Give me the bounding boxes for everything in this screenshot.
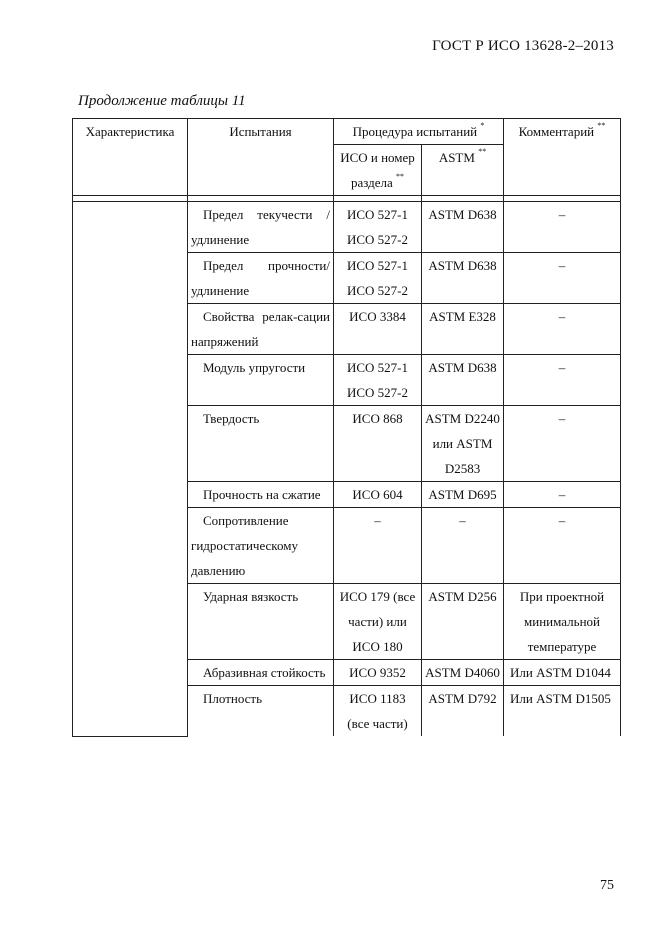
astm-cell: ASTM E328 xyxy=(422,304,504,355)
footnote-mark: ** xyxy=(597,120,606,130)
test-cell: Сопротивление гидростатическому давлению xyxy=(188,508,334,584)
iso-cell: ИСО 9352 xyxy=(334,660,422,686)
header-astm: ASTM ** xyxy=(422,145,504,196)
characteristic-cell xyxy=(73,202,188,737)
iso-cell: ИСО 868 xyxy=(334,406,422,482)
test-cell: Плотность xyxy=(188,686,334,737)
page-number: 75 xyxy=(600,878,614,893)
astm-cell: – xyxy=(422,508,504,584)
test-cell: Модуль упругости xyxy=(188,355,334,406)
iso-cell: – xyxy=(334,508,422,584)
test-cell: Прочность на сжатие xyxy=(188,482,334,508)
header-comment: Комментарий ** xyxy=(504,119,621,196)
spec-table xyxy=(72,118,621,737)
test-cell: Предел текучести / удлинение xyxy=(188,202,334,253)
test-cell: Предел прочности/ удлинение xyxy=(188,253,334,304)
test-cell: Ударная вязкость xyxy=(188,584,334,660)
header-iso: ИСО и номер раздела ** xyxy=(334,145,422,196)
test-cell: Абразивная стойкость xyxy=(188,660,334,686)
test-cell: Твердость xyxy=(188,406,334,482)
astm-cell: ASTM D638 xyxy=(422,202,504,253)
iso-cell: ИСО 179 (все части) или ИСО 180 xyxy=(334,584,422,660)
standard-header: ГОСТ Р ИСО 13628-2–2013 xyxy=(432,38,614,54)
comment-cell: – xyxy=(504,202,621,253)
comment-cell: Или ASTM D1044 xyxy=(504,660,621,686)
comment-cell: – xyxy=(504,482,621,508)
comment-cell: – xyxy=(504,508,621,584)
astm-cell: ASTM D638 xyxy=(422,253,504,304)
header-procedure: Процедура испытаний * xyxy=(334,119,504,145)
comment-cell: – xyxy=(504,304,621,355)
astm-cell: ASTM D695 xyxy=(422,482,504,508)
comment-cell: – xyxy=(504,253,621,304)
astm-cell: ASTM D792 xyxy=(422,686,504,737)
iso-cell: ИСО 604 xyxy=(334,482,422,508)
table-row xyxy=(73,202,621,253)
astm-cell: ASTM D2240 или ASTM D2583 xyxy=(422,406,504,482)
iso-cell: ИСО 527-1 ИСО 527-2 xyxy=(334,202,422,253)
comment-cell: – xyxy=(504,406,621,482)
comment-cell: Или ASTM D1505 xyxy=(504,686,621,737)
header-tests: Испытания xyxy=(188,119,334,196)
test-cell: Свойства релак-сации напряжений xyxy=(188,304,334,355)
iso-cell: ИСО 3384 xyxy=(334,304,422,355)
astm-cell: ASTM D638 xyxy=(422,355,504,406)
astm-cell: ASTM D4060 xyxy=(422,660,504,686)
iso-cell: ИСО 527-1 ИСО 527-2 xyxy=(334,253,422,304)
table-caption: Продолжение таблицы 11 xyxy=(78,93,246,109)
astm-cell: ASTM D256 xyxy=(422,584,504,660)
header-characteristic: Характеристика xyxy=(73,119,188,196)
iso-cell: ИСО 527-1 ИСО 527-2 xyxy=(334,355,422,406)
iso-cell: ИСО 1183 (все части) xyxy=(334,686,422,737)
comment-cell: При проектной минимальной температуре xyxy=(504,584,621,660)
footnote-mark: ** xyxy=(478,146,487,156)
footnote-mark: ** xyxy=(396,171,405,181)
footnote-mark: * xyxy=(480,120,485,130)
comment-cell: – xyxy=(504,355,621,406)
